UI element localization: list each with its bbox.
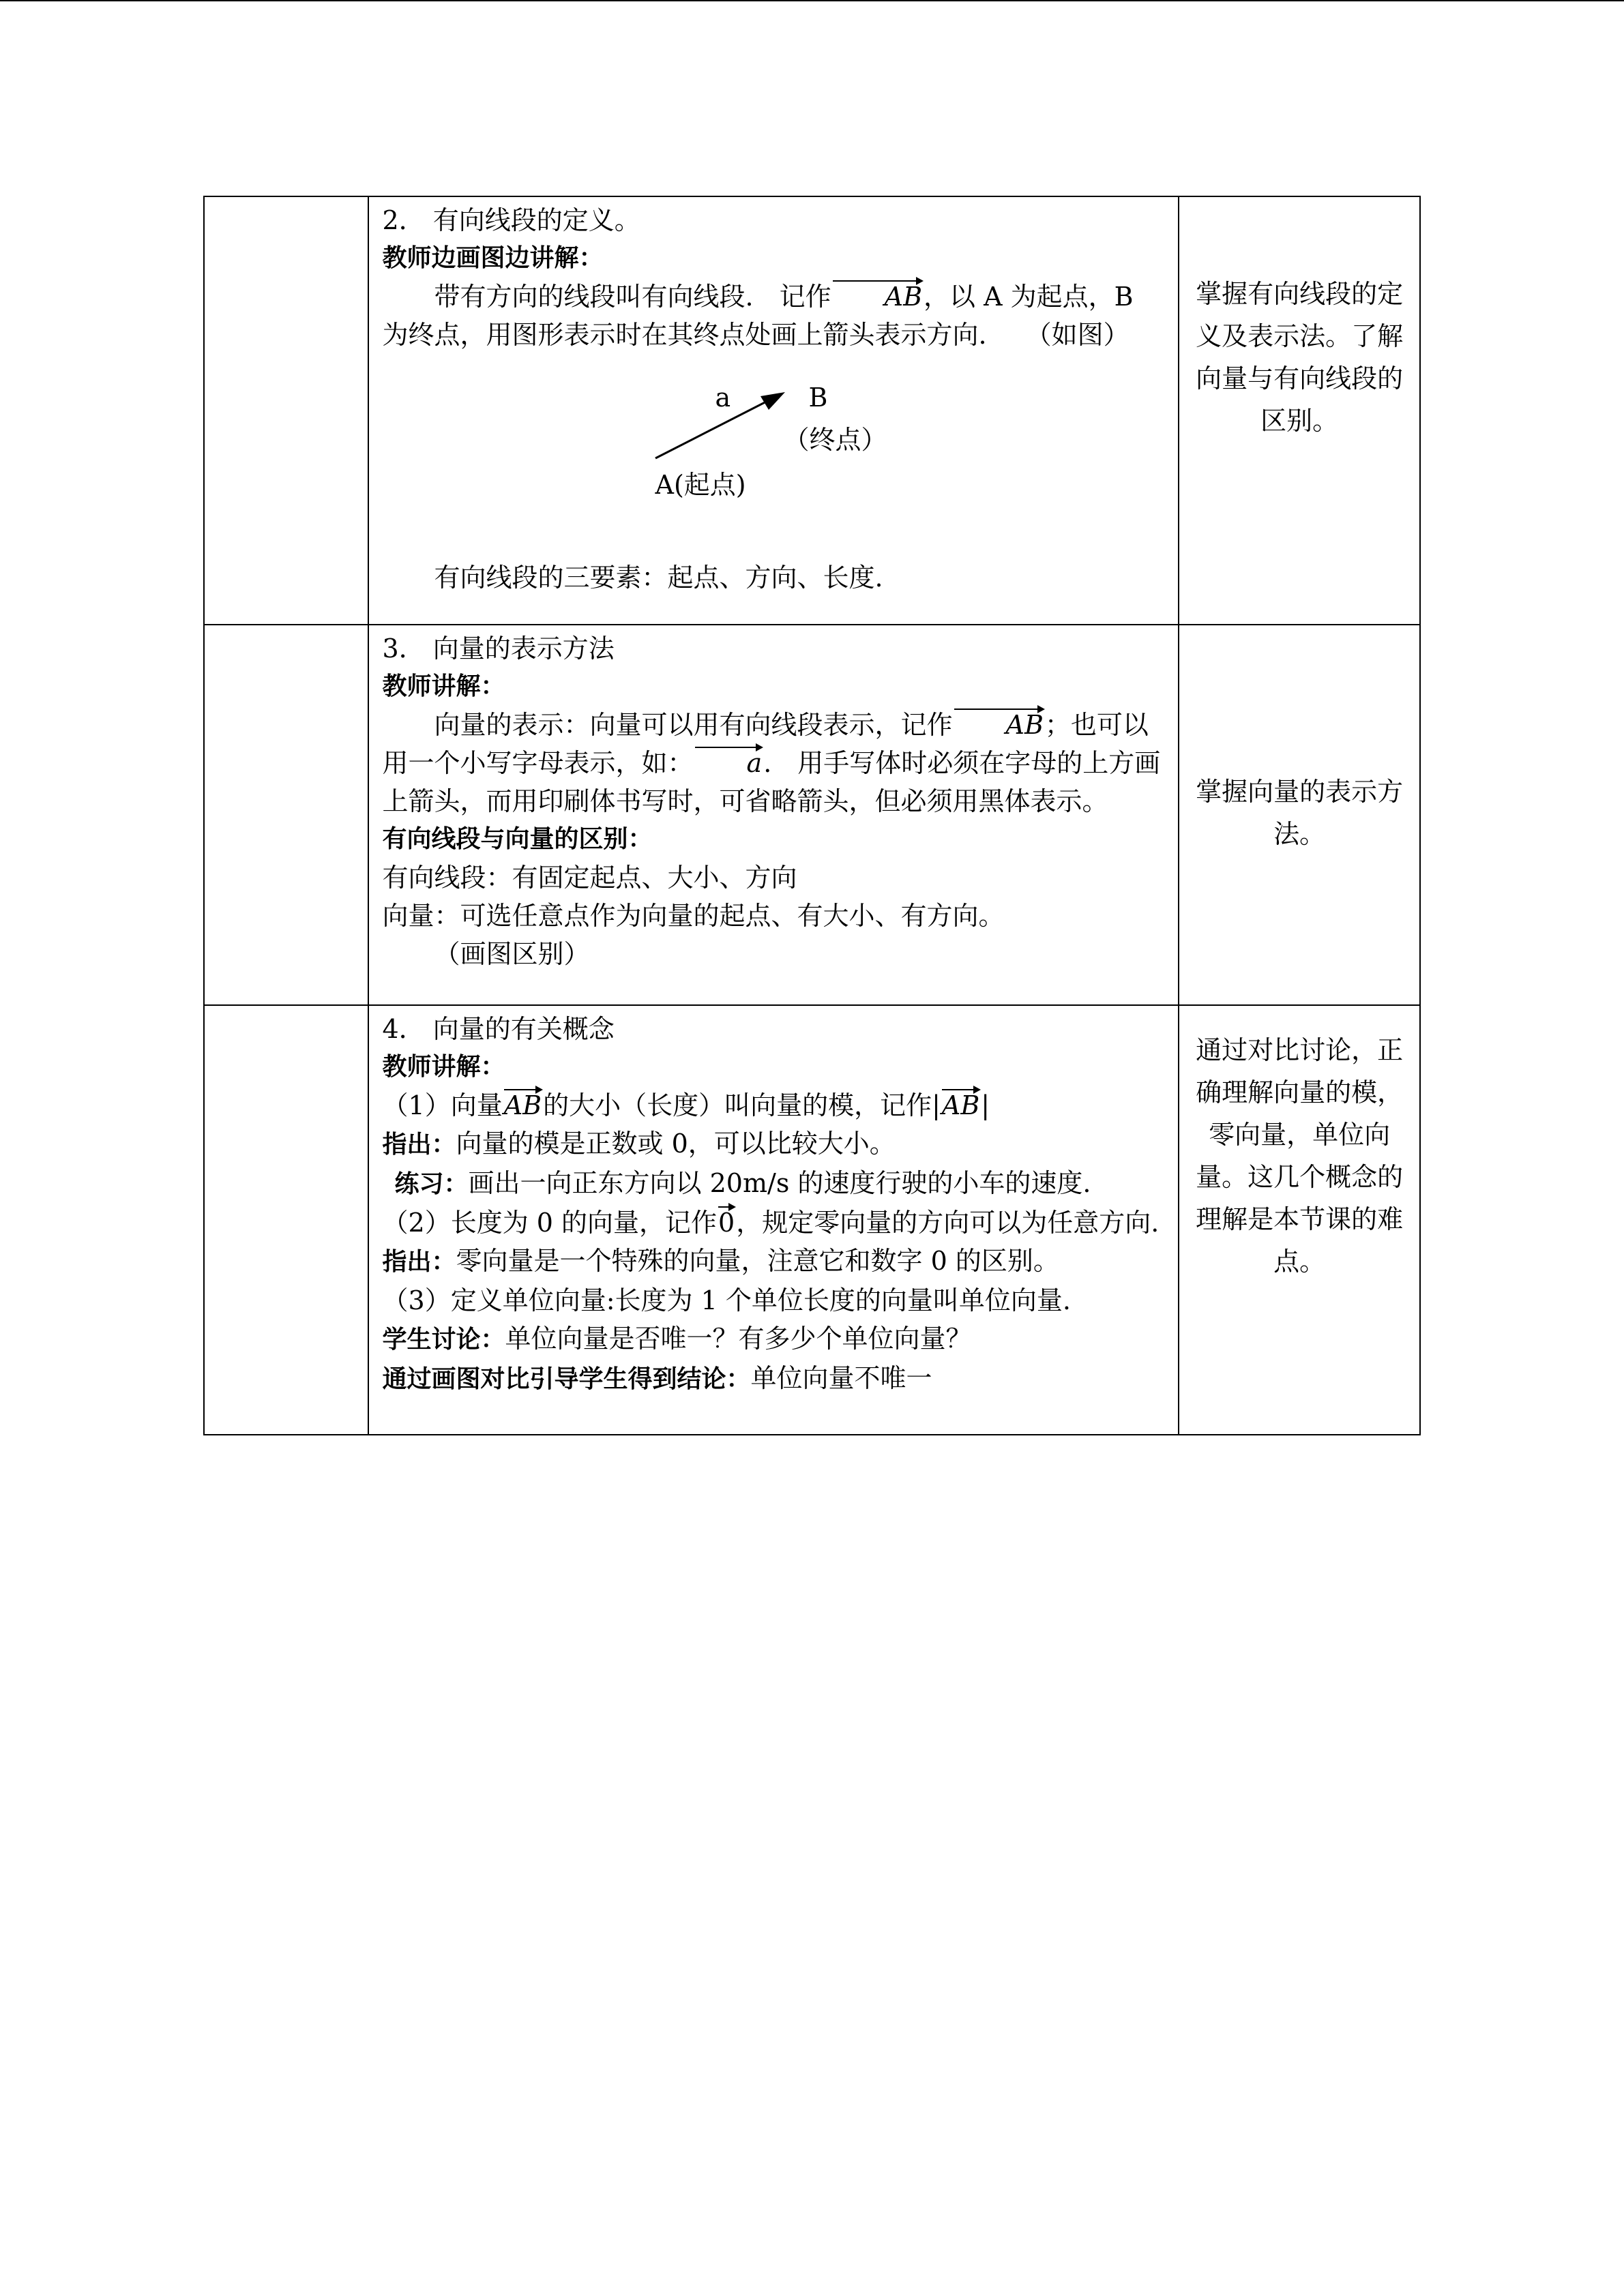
row3-conclusion [383, 1359, 1165, 1399]
lesson-table [203, 196, 1421, 1435]
row3-discussion [383, 1320, 1165, 1359]
row2-text-a: 向量的表示：向量可以用有向线段表示，记作 [434, 710, 953, 740]
label-endpoint: （终点） [783, 425, 887, 455]
conclusion-text: 单位向量不唯一 [750, 1363, 932, 1393]
row1-content-cell [368, 196, 1179, 625]
table-row-directed-segment [204, 196, 1420, 625]
row3-note-cell [1179, 1005, 1420, 1435]
zero-vector-symbol: 0 [717, 1204, 736, 1242]
row3-heading: 4． 向量的有关概念 [382, 1014, 615, 1044]
row1-definition [383, 278, 1165, 354]
page-top-border [0, 0, 1624, 1]
table-row-vector-concepts [204, 1005, 1420, 1435]
point2-label: 指出： [382, 1248, 456, 1276]
row3-item1 [383, 1086, 1165, 1124]
point2-text: 零向量是一个特殊的向量，注意它和数字 0 的区别。 [456, 1246, 1059, 1276]
row2-segment-diff: 有向线段：有固定起点、大小、方向 [382, 863, 797, 893]
row3-exercise [383, 1164, 1165, 1204]
row1-note-cell [1179, 196, 1420, 625]
table-row-vector-representation [204, 625, 1420, 1005]
discussion-label: 学生讨论： [382, 1326, 505, 1354]
row1-heading: 2． 有向线段的定义。 [382, 205, 640, 235]
item1-text-a: （1）向量 [382, 1090, 503, 1120]
row3-item2 [383, 1204, 1165, 1242]
diagram-svg [383, 354, 1164, 558]
row2-text-b: ；也可以用一个小写字母表示，如： [382, 710, 1149, 778]
item1-text-c: | [981, 1090, 990, 1120]
row1-definition-b: ，以 A 为起点，B 为终点，用图形表示时在其终点处画上箭头表示方向. （如图） [382, 282, 1134, 350]
discussion-text: 单位向量是否唯一？有多少个单位向量？ [505, 1324, 972, 1354]
row2-content-cell [368, 625, 1179, 1005]
row1-definition-a: 带有方向的线段叫有向线段. 记作 [434, 282, 831, 312]
row2-note-cell [1179, 625, 1420, 1005]
label-b: B [808, 383, 828, 413]
row3-point1 [383, 1124, 1165, 1164]
row1-note: 掌握有向线段的定义及表示法。了解向量与有向线段的区别。 [1196, 279, 1404, 436]
row2-empty-cell [204, 625, 368, 1005]
point1-label: 指出： [382, 1131, 456, 1159]
row1-three-elements: 有向线段的三要素：起点、方向、长度. [434, 563, 883, 593]
item2-text-b: ，规定零向量的方向可以为任意方向. [736, 1208, 1160, 1238]
vector-ab-symbol: AB [503, 1086, 543, 1124]
row3-item3: （3）定义单位向量:长度为 1 个单位长度的向量叫单位向量. [382, 1285, 1071, 1315]
label-a: a [715, 383, 731, 413]
row3-empty-cell [204, 1005, 368, 1435]
vector-ab-symbol: AB [831, 278, 924, 316]
vector-a-symbol: a [694, 744, 764, 782]
row2-text-c: . 用手写体时必须在字母的上方画上箭头，而用印刷体书写时，可省略箭头，但必须用黑体表示。 [382, 748, 1161, 816]
row2-draw-note: （画图区别） [434, 939, 590, 969]
exercise-text: 画出一向正东方向以 20m/s 的速度行驶的小车的速度. [468, 1168, 1091, 1198]
vector-ab-symbol: AB [953, 706, 1045, 744]
row3-content-cell [368, 1005, 1179, 1435]
directed-segment-diagram [383, 354, 1165, 558]
point1-text: 向量的模是正数或 0，可以比较大小。 [456, 1129, 896, 1159]
row3-point2 [383, 1242, 1165, 1281]
exercise-label: 练习： [394, 1170, 469, 1198]
row2-heading: 3． 向量的表示方法 [382, 633, 615, 664]
row2-vector-diff: 向量：可选任意点作为向量的起点、有大小、有方向。 [382, 901, 1005, 931]
item2-text-a: （2）长度为 0 的向量，记作 [382, 1208, 718, 1238]
row3-teacher-label: 教师讲解： [382, 1053, 505, 1081]
vector-ab-modulus-symbol: AB [941, 1086, 981, 1124]
row1-teacher-label: 教师边画图边讲解： [382, 244, 604, 272]
row2-difference-label: 有向线段与向量的区别： [382, 825, 653, 853]
row1-empty-cell [204, 196, 368, 625]
row2-teacher-label: 教师讲解： [382, 672, 505, 700]
row2-representation [383, 706, 1165, 820]
row3-note: 通过对比讨论，正确理解向量的模，零向量，单位向量。这几个概念的理解是本节课的难点。 [1196, 1035, 1404, 1277]
item1-text-b: 的大小（长度）叫向量的模，记作| [543, 1090, 941, 1120]
arrow-head [761, 392, 785, 410]
conclusion-label: 通过画图对比引导学生得到结论： [382, 1365, 751, 1393]
label-startpoint: A(起点) [655, 470, 746, 500]
row2-note: 掌握向量的表示方法。 [1196, 777, 1404, 849]
